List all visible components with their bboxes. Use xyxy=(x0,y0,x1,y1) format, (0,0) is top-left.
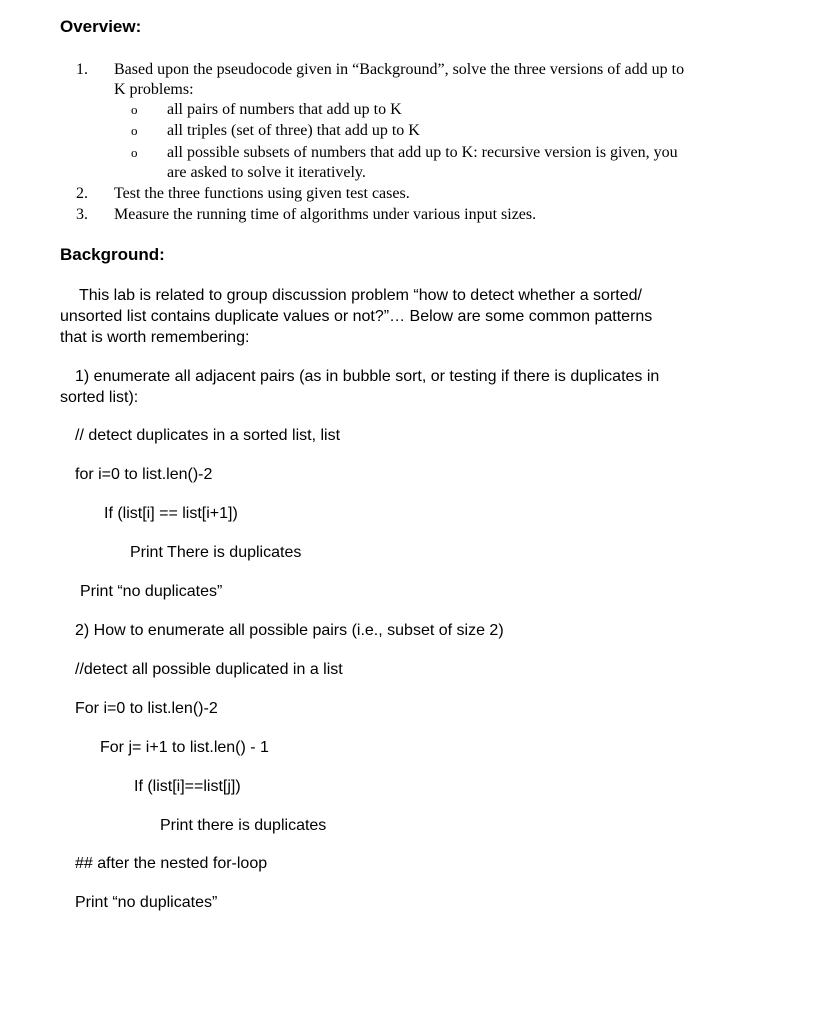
background-intro: This lab is related to group discussion problem “how to detect whether a sorted/ xyxy=(79,287,642,304)
subitem-subsets-cont: are asked to solve it iteratively. xyxy=(167,164,366,181)
subitem-triples: all triples (set of three) that add up to K xyxy=(167,122,420,139)
subitem-bullet: o xyxy=(131,123,138,138)
overview-item-1-text-cont: K problems: xyxy=(114,81,194,98)
subitem-pairs: all pairs of numbers that add up to K xyxy=(167,101,402,118)
code-line: Print There is duplicates xyxy=(130,544,302,561)
overview-heading: Overview: xyxy=(60,17,142,36)
code-line: If (list[i]==list[j]) xyxy=(134,778,241,795)
overview-item-1-text: Based upon the pseudocode given in “Background”, solve the three versions of add up to xyxy=(114,61,685,78)
subitem-bullet: o xyxy=(131,145,138,160)
background-intro: that is worth remembering: xyxy=(60,329,250,346)
code-line: Print there is duplicates xyxy=(160,817,327,834)
code-line: Print “no duplicates” xyxy=(80,583,223,600)
code-line: // detect duplicates in a sorted list, list xyxy=(75,427,341,444)
code-line: //detect all possible duplicated in a list xyxy=(75,661,343,678)
overview-item-2-number: 2. xyxy=(76,185,88,202)
code-line: For i=0 to list.len()-2 xyxy=(75,700,218,717)
subitem-bullet: o xyxy=(131,102,138,117)
code-line: ## after the nested for-loop xyxy=(75,855,268,872)
background-heading: Background: xyxy=(60,245,165,264)
overview-item-1-number: 1. xyxy=(76,61,88,78)
pattern-2-description: 2) How to enumerate all possible pairs (i.e., subset of size 2) xyxy=(75,622,504,639)
overview-item-3-number: 3. xyxy=(76,206,88,223)
code-line: for i=0 to list.len()-2 xyxy=(75,466,213,483)
overview-item-3-text: Measure the running time of algorithms under various input sizes. xyxy=(114,206,537,223)
pattern-1-description: sorted list): xyxy=(60,389,139,406)
subitem-subsets: all possible subsets of numbers that add up to K: recursive version is given, you xyxy=(167,144,678,161)
pattern-1-description: 1) enumerate all adjacent pairs (as in bubble sort, or testing if there is duplicates in xyxy=(75,368,660,385)
code-line: If (list[i] == list[i+1]) xyxy=(104,505,238,522)
background-intro: unsorted list contains duplicate values or not?”… Below are some common patterns xyxy=(60,308,653,325)
code-line: For j= i+1 to list.len() - 1 xyxy=(100,739,269,756)
code-line: Print “no duplicates” xyxy=(75,894,218,911)
overview-item-2-text: Test the three functions using given test cases. xyxy=(114,185,410,202)
